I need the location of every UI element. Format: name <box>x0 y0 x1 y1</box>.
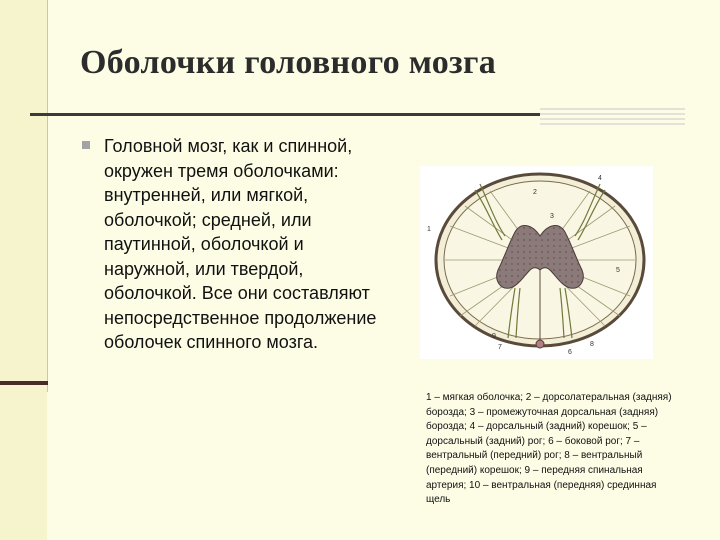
figure-label-4: 4 <box>598 175 602 182</box>
left-decorative-band <box>0 0 47 540</box>
title-underline <box>30 113 540 116</box>
spinal-cord-cross-section <box>420 166 653 359</box>
left-vertical-rule <box>47 0 48 392</box>
figure-label-8: 8 <box>590 341 594 348</box>
figure-label-6: 6 <box>568 349 572 356</box>
bullet-item <box>82 134 382 355</box>
spinal-artery <box>536 340 544 348</box>
figure-label-1: 1 <box>427 226 431 233</box>
left-accent-bar <box>0 381 48 385</box>
figure-label-3: 3 <box>550 213 554 220</box>
bullet-text: Головной мозг, как и спинной, окружен тремя оболочками: внутренней, или мягкой, оболочкой; средней, или паутинной, оболочкой и наружной, или твердой, оболочкой. Все они составляют непосредственное продолжение оболочек спинного мозга. <box>104 136 377 352</box>
figure-caption: 1 – мягкая оболочка; 2 – дорсолатеральная (задняя) борозда; 3 – промежуточная дорсальная (задняя) борозда; 4 – дорсальный (задний) корешок; 5 – дорсальный (задний) рог; 6 – боковой рог; 7 – вентральный (передний) рог; 8 – вентральный (передний) корешок; 9 – передняя спинальная артерия; 10 – вентральная (передняя) срединная щель <box>426 392 672 506</box>
spinal-cord-illustration <box>420 166 653 359</box>
figure-label-7: 7 <box>498 344 502 351</box>
figure-label-5: 5 <box>616 267 620 274</box>
figure-label-2: 2 <box>533 189 537 196</box>
square-bullet-icon <box>82 141 90 149</box>
figure-label-9: 9 <box>492 333 496 340</box>
slide-title: Оболочки головного мозга <box>80 44 497 81</box>
title-stripes-decoration <box>540 108 685 126</box>
